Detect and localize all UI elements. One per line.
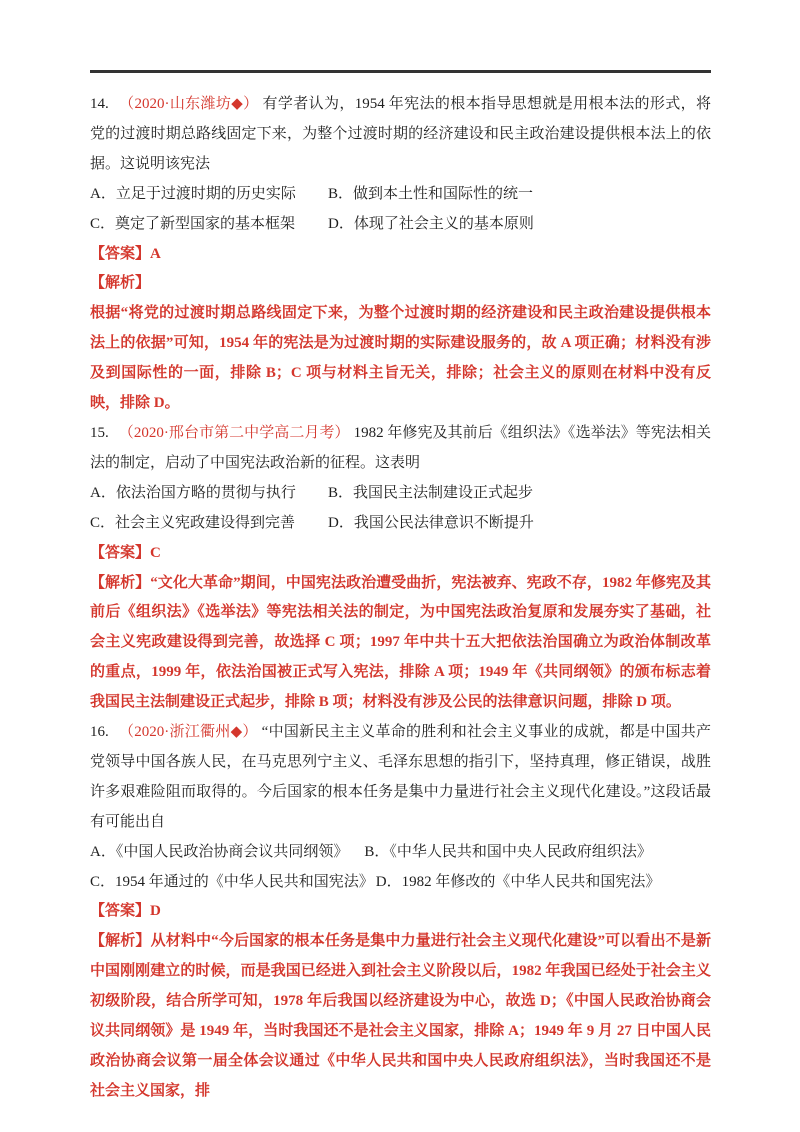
option-d: D．体现了社会主义的基本原则 [328, 215, 534, 232]
option-b: B．做到本土性和国际性的统一 [328, 185, 534, 202]
option-a: A．立足于过渡时期的历史实际 [90, 185, 296, 202]
answer-label: 【答案】 [90, 245, 151, 262]
header-rule [90, 70, 711, 73]
analysis-label-line [90, 269, 711, 299]
question-number: 14. [90, 96, 109, 112]
question-16-stem [90, 718, 711, 838]
options-row-ab [90, 838, 711, 868]
question-block-15 [90, 419, 711, 718]
analysis-label: 【解析】 [90, 574, 151, 591]
answer-label: 【答案】 [90, 544, 151, 561]
options-row-cd [90, 210, 711, 240]
question-block-14 [90, 90, 711, 419]
question-14-stem [90, 90, 711, 180]
options-row-ab [90, 180, 711, 210]
option-d: D．1982 年修改的《中华人民共和国宪法》 [375, 873, 661, 890]
answer-label: 【答案】 [90, 903, 151, 920]
question-number: 16. [90, 724, 109, 741]
answer-line [90, 897, 711, 927]
question-stem-text: 有学者认为，1954 年宪法的根本指导思想就是用根本法的形式，将党的过渡时期总路线固定下来，为整个过渡时期的经济建设和民主政治建设提供根本法上的依据。这说明该宪法 [90, 96, 711, 172]
option-c: C．奠定了新型国家的基本框架 [90, 215, 296, 232]
answer-value: D [150, 903, 161, 920]
options-row-ab [90, 479, 711, 509]
question-source-tag: （2020·浙江衢州◆） [118, 724, 258, 741]
question-stem-text: 1982 年修宪及其前后《组织法》《选举法》等宪法相关法的制定，启动了中国宪法政治新的征程。这表明 [90, 424, 711, 471]
analysis-text: 【解析】“文化大革命”期间，中国宪法政治遭受曲折，宪法被弃、宪政不存，1982 年修宪及其前后《组织法》《选举法》等宪法相关法的制定，为中国宪法政治复原和发展夯实了基础，社会主义宪政建设得到完善，故选择 C 项；1997 年中共十五大把依法治国确立为政治体制改革的重点，1999 年，依法治国被正式写入宪法，排除 A 项；1949 年《共同纲领》的颁布标志着我国民主法制建设正式起步，排除 B 项；材料没有涉及公民的法律意识问题，排除 D 项。 [90, 574, 711, 711]
question-source-tag: （2020·山东潍坊◆） [118, 96, 259, 112]
option-a: A．依法治国方略的贯彻与执行 [90, 484, 296, 501]
answer-value: A [150, 245, 161, 262]
option-a: A．《中国人民政治协商会议共同纲领》 [90, 843, 349, 860]
question-number: 15. [90, 424, 109, 441]
answer-value: C [150, 544, 161, 561]
option-d: D．我国公民法律意识不断提升 [328, 514, 534, 531]
answer-line [90, 240, 711, 270]
option-b: B．我国民主法制建设正式起步 [328, 484, 534, 501]
answer-line [90, 539, 711, 569]
option-b: B．《中华人民共和国中央人民政府组织法》 [364, 843, 652, 860]
analysis-text: 根据“将党的过渡时期总路线固定下来，为整个过渡时期的经济建设和民主政治建设提供根本法上的依据”可知，1954 年的宪法是为过渡时期的实际建设服务的，故 A 项正确；材料没有涉及到国际性的一面，排除 B；C 项与材料主旨无关，排除；社会主义的原则在材料中没有反映，排除 D。 [90, 305, 711, 412]
option-c: C．1954 年通过的《中华人民共和国宪法》 [90, 873, 374, 890]
question-15-stem [90, 419, 711, 479]
question-stem-text: “中国新民主主义革命的胜利和社会主义事业的成就，都是中国共产党领导中国各族人民，在马克思列宁主义、毛泽东思想的指引下，坚持真理，修正错误，战胜许多艰难险阻而取得的。今后国家的根本任务是集中力量进行社会主义现代化建设。”这段话最有可能出自 [90, 724, 711, 830]
analysis-label: 【解析】 [90, 933, 151, 950]
question-source-tag: （2020·邢台市第二中学高二月考） [118, 424, 350, 441]
options-row-cd [90, 509, 711, 539]
page-content [90, 70, 711, 1107]
question-block-16 [90, 718, 711, 1107]
options-row-cd [90, 868, 711, 898]
analysis-label: 【解析】 [90, 275, 151, 292]
option-c: C．社会主义宪政建设得到完善 [90, 514, 296, 531]
analysis-text: 【解析】从材料中“今后国家的根本任务是集中力量进行社会主义现代化建设”可以看出不是新中国刚刚建立的时候，而是我国已经进入到社会主义阶段以后，1982 年我国已经处于社会主义初级阶段，结合所学可知，1978 年后我国以经济建设为中心，故选 D；《中国人民政治协商会议共同纲领》是 1949 年，当时我国还不是社会主义国家，排除 A；1949 年 9 月 27 日中国人民政治协商会议第一届全体会议通过《中华人民共和国中央人民政府组织法》，当时我国还不是社会主义国家，排 [90, 933, 711, 1099]
